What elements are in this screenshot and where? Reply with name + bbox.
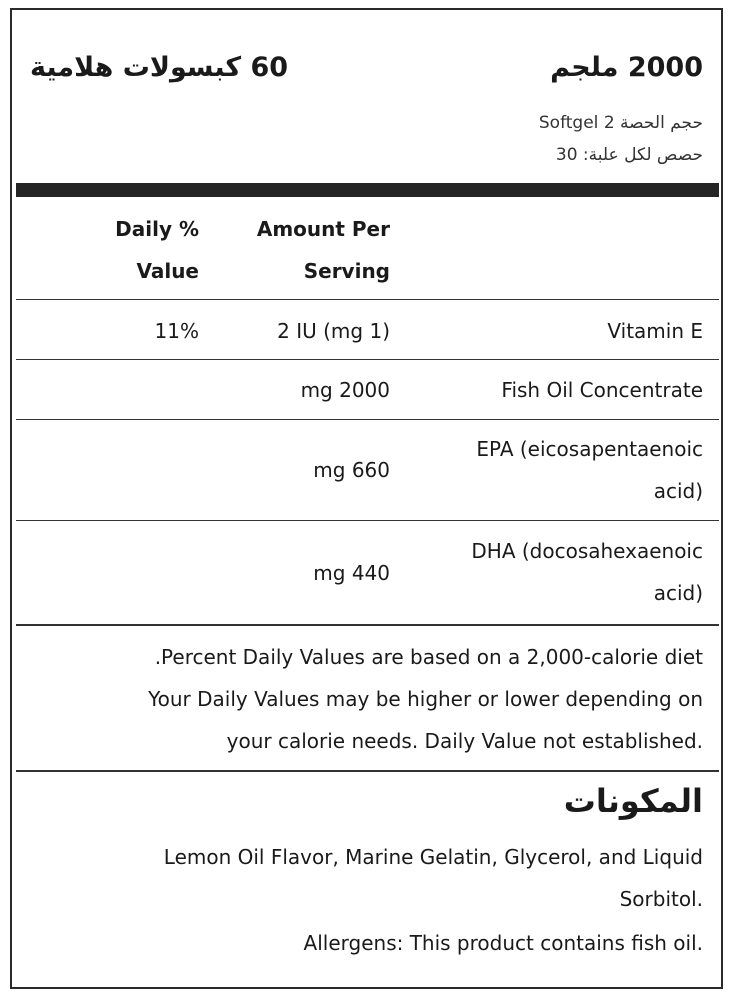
nutrient-name-line: DHA (docosahexaenoic (471, 539, 703, 563)
nutrient-name-line: acid) (653, 581, 703, 605)
product-strength: 2000 ملجم (550, 52, 703, 83)
ingredients-title: المكونات (563, 782, 703, 820)
daily-value-header-line-1: Daily % (115, 217, 199, 241)
table-divider (16, 520, 719, 521)
ingredients-list (30, 836, 703, 920)
daily-value-footnote (30, 636, 703, 762)
daily-value-column-header (59, 208, 199, 292)
nutrient-name (403, 530, 703, 614)
footnote-line: .your calorie needs. Daily Value not established (226, 729, 703, 753)
allergen-statement: .Allergens: This product contains fish oil (303, 931, 703, 955)
nutrient-amount: mg 2000 (300, 378, 390, 402)
amount-header-line-1: Amount Per (256, 217, 390, 241)
nutrient-name (403, 310, 703, 352)
ingredients-line: .Sorbitol (619, 887, 703, 911)
table-divider (16, 299, 719, 300)
serving-size: حجم الحصة 2 Softgel (538, 113, 703, 133)
table-divider (16, 419, 719, 420)
nutrient-daily-value: 11% (154, 319, 199, 343)
nutrient-amount: mg 440 (313, 561, 390, 585)
nutrient-name-line: Fish Oil Concentrate (501, 378, 703, 402)
servings-per-container: حصص لكل علبة: 30 (555, 145, 703, 165)
section-divider (16, 770, 719, 772)
daily-value-header-line-2: Value (136, 259, 199, 283)
ingredients-line: Lemon Oil Flavor, Marine Gelatin, Glycerol, and Liquid (163, 845, 703, 869)
nutrient-name-line: Vitamin E (607, 319, 703, 343)
softgel-count: 60 كبسولات هلامية (30, 52, 289, 83)
footnote-line: Your Daily Values may be higher or lower depending on (148, 687, 703, 711)
table-divider (16, 359, 719, 360)
nutrient-name (403, 369, 703, 411)
amount-header-line-2: Serving (303, 259, 390, 283)
table-divider (16, 624, 719, 626)
header-divider-bar (16, 183, 719, 197)
nutrient-name-line: acid) (653, 479, 703, 503)
footnote-line: Percent Daily Values are based on a 2,000-calorie diet. (154, 645, 703, 669)
amount-column-header (220, 208, 390, 292)
nutrient-amount: 2 IU (mg 1) (277, 319, 390, 343)
nutrient-amount: mg 660 (313, 458, 390, 482)
nutrient-name (403, 428, 703, 512)
nutrient-name-line: EPA (eicosapentaenoic (476, 437, 703, 461)
